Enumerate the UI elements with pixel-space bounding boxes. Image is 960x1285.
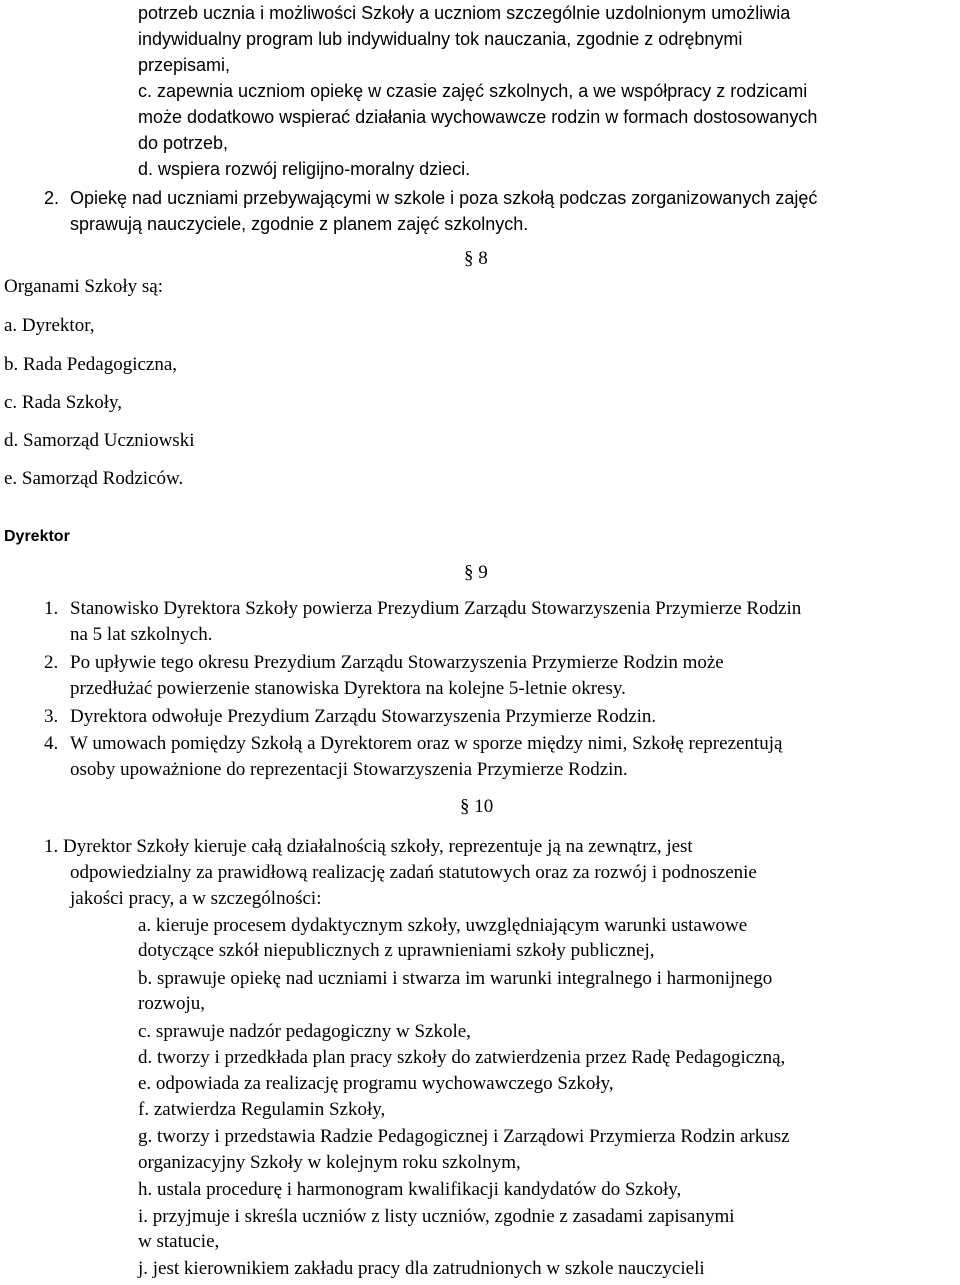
p10-item-d: d. tworzy i przedkłada plan pracy szkoły do zatwierdzenia przez Radę Pedagogiczną, [138,1047,786,1068]
p10-point-1-line-2: odpowiedzialny za prawidłową realizację zadań statutowych oraz za rozwój i podnoszenie [70,862,757,883]
section-heading-dyrektor: Dyrektor [4,528,70,545]
p9-point-4-line-2: osoby upoważnione do reprezentacji Stowarzyszenia Przymierze Rodzin. [70,759,628,780]
paragraph-9-sign: § 9 [464,562,488,583]
p9-point-2-line-2: przedłużać powierzenie stanowiska Dyrektora na kolejne 5-letnie okresy. [70,678,626,699]
p10-item-g-line-2: organizacyjny Szkoły w kolejnym roku szkolnym, [138,1152,521,1173]
p10-item-e: e. odpowiada za realizację programu wychowawczego Szkoły, [138,1073,614,1094]
p9-point-2-line-1: Po upływie tego okresu Prezydium Zarządu Stowarzyszenia Przymierze Rodzin może [70,652,724,673]
p10-item-c: c. sprawuje nadzór pedagogiczny w Szkole, [138,1021,471,1042]
p9-point-4-line-1: W umowach pomiędzy Szkołą a Dyrektorem oraz w sporze między nimi, Szkołę reprezentują [70,733,783,754]
p10-point-1-line-1: 1. Dyrektor Szkoły kieruje całą działalnością szkoły, reprezentuje ją na zewnątrz, jest [44,836,693,857]
item-c-line-2: może dodatkowo wspierać działania wychowawcze rodzin w formach dostosowanych [138,107,818,127]
paragraph-8-sign: § 8 [464,248,488,269]
paragraph-10-sign: § 10 [460,796,494,817]
item-d: d. wspiera rozwój religijno-moralny dzieci. [138,159,471,179]
organ-item: a. Dyrektor, [4,315,95,336]
p10-item-b-line-2: rozwoju, [138,993,206,1014]
organ-item: b. Rada Pedagogiczna, [4,354,178,375]
organs-intro: Organami Szkoły są: [4,276,164,297]
p9-point-1-line-1: Stanowisko Dyrektora Szkoły powierza Prezydium Zarządu Stowarzyszenia Przymierze Rodzin [70,598,802,619]
p10-point-1-line-3: jakości pracy, a w szczególności: [70,888,322,909]
p10-item-i-line-1: i. przyjmuje i skreśla uczniów z listy uczniów, zgodnie z zasadami zapisanymi [138,1206,735,1227]
item-c-line-3: do potrzeb, [138,133,229,153]
p10-item-a-line-2: dotyczące szkół niepublicznych z uprawnieniami szkoły publicznej, [138,940,655,961]
item-b-continuation-line-1: potrzeb ucznia i możliwości Szkoły a uczniom szczególnie uzdolnionym umożliwia [138,3,791,23]
p9-point-1-line-2: na 5 lat szkolnych. [70,624,213,645]
organ-item: e. Samorząd Rodziców. [4,468,184,489]
p10-item-f: f. zatwierdza Regulamin Szkoły, [138,1099,386,1120]
organ-item: c. Rada Szkoły, [4,392,123,413]
p10-item-h: h. ustala procedurę i harmonogram kwalifikacji kandydatów do Szkoły, [138,1179,682,1200]
p10-item-j: j. jest kierownikiem zakładu pracy dla zatrudnionych w szkole nauczycieli [138,1258,705,1279]
p9-point-2-number: 2. [44,652,59,673]
organ-item: d. Samorząd Uczniowski [4,430,195,451]
p10-item-b-line-1: b. sprawuje opiekę nad uczniami i stwarza im warunki integralnego i harmonijnego [138,968,773,989]
point-2-number: 2. [44,188,60,208]
p10-item-a-line-1: a. kieruje procesem dydaktycznym szkoły, uwzględniającym warunki ustawowe [138,915,748,936]
p10-item-i-line-2: w statucie, [138,1231,220,1252]
item-b-continuation-line-2: indywidualny program lub indywidualny tok nauczania, zgodnie z odrębnymi [138,29,743,49]
p9-point-3-line-1: Dyrektora odwołuje Prezydium Zarządu Stowarzyszenia Przymierze Rodzin. [70,706,657,727]
p9-point-4-number: 4. [44,733,59,754]
p9-point-1-number: 1. [44,598,59,619]
p9-point-3-number: 3. [44,706,59,727]
item-c-line-1: c. zapewnia uczniom opiekę w czasie zajęć szkolnych, a we współpracy z rodzicami [138,81,808,101]
point-2-line-2: sprawują nauczyciele, zgodnie z planem zajęć szkolnych. [70,214,529,234]
p10-item-g-line-1: g. tworzy i przedstawia Radzie Pedagogicznej i Zarządowi Przymierza Rodzin arkusz [138,1126,790,1147]
point-2-line-1: Opiekę nad uczniami przebywającymi w szkole i poza szkołą podczas zorganizowanych zajęć [70,188,818,208]
item-b-continuation-line-3: przepisami, [138,55,231,75]
